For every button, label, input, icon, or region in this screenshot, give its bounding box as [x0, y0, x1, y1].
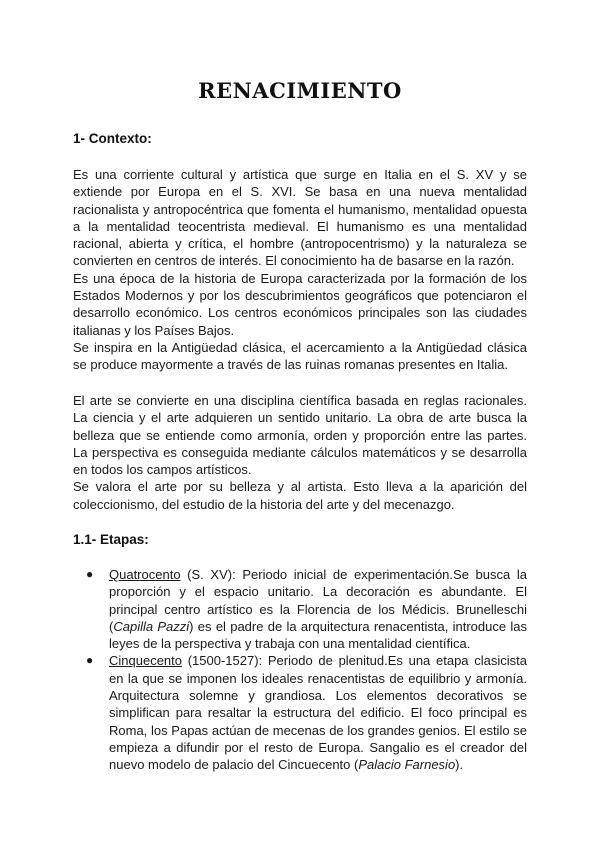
paragraph: El arte se convierte en una disciplina científica basada en reglas racionales. La ciencia y el arte adquieren un sentido unitario. La obra de arte busca la belleza que se entiende como armonía, orden y proporción entre las partes. La perspectiva es conseguida mediante cálculos matemáticos y se desarrolla en todos los campos artísticos. [73, 393, 527, 478]
contexto-text-block-2 [73, 392, 527, 513]
section-heading-etapas: 1.1- Etapas: [73, 532, 149, 547]
contexto-text-block-1 [73, 166, 527, 374]
paragraph: Se valora el arte por su belleza y al artista. Esto lleva a la aparición del coleccionismo, del estudio de la historia del arte y del mecenazgo. [73, 479, 527, 512]
list-item-text: (S. XV): Periodo inicial de experimentación.Se busca la proporción y el espacio unitario. La decoración es abundante. El principal centro artístico es la Florencia de los Médicis. Brunelleschi ( [109, 567, 527, 634]
list-item-italic: Palacio Farnesio [358, 757, 456, 773]
paragraph: Es una época de la historia de Europa caracterizada por la formación de los Estados Modernos y por los descubrimientos geográficos que potenciaron el desarrollo económico. Los centros económicos principales son las ciudades italianas y los Países Bajos. [73, 270, 527, 338]
list-item-term: Quatrocento [109, 567, 181, 582]
etapas-list [84, 566, 527, 774]
list-item-italic: Capilla Pazzi [113, 618, 190, 634]
paragraph: Es una corriente cultural y artística que surge en Italia en el S. XV y se extiende por Europa en el S. XVI. Se basa en una nueva mentalidad racionalista y antropocéntrica que fomenta el humanismo, mentalidad opuesta a la mentalidad teocentrista medieval. El humanismo es una mentalidad racional, abierta y crítica, el hombre (antropocentrismo) y la naturaleza se convierten en centros de interés. El conocimiento ha de basarse en la razón. [73, 167, 527, 269]
list-item [84, 566, 527, 652]
list-item [84, 652, 527, 773]
section-heading-contexto: 1- Contexto: [73, 131, 152, 146]
list-item-term: Cinquecento [109, 653, 182, 669]
bullet-icon: ● [86, 653, 94, 668]
list-item-text: (1500-1527): Periodo de plenitud.Es una etapa clasicista en la que se imponen los ideales renacentistas de equilibrio y armonía. Arquitectura solemne y grandiosa. Los elementos decorativos se simplifican para resaltar la estructura del edificio. El foco principal es Roma, los Papas actúan de mecenas de los grandes genios. El estilo se empieza a difundir por el resto de Europa. Sangalio es el creador del nuevo modelo de palacio del Cincuecento ( [109, 653, 527, 773]
list-item-text: ). [455, 757, 464, 773]
page-title: RENACIMIENTO [198, 78, 402, 103]
paragraph: Se inspira en la Antigüedad clásica, el acercamiento a la Antigüedad clásica se produce mayormente a través de las ruinas romanas presentes en Italia. [73, 339, 527, 373]
bullet-icon: ● [86, 567, 94, 581]
list-item-text: ) es el padre de la arquitectura renacentista, introduce las leyes de la perspectiva y trabaja con una mentalidad científica. [109, 618, 527, 652]
